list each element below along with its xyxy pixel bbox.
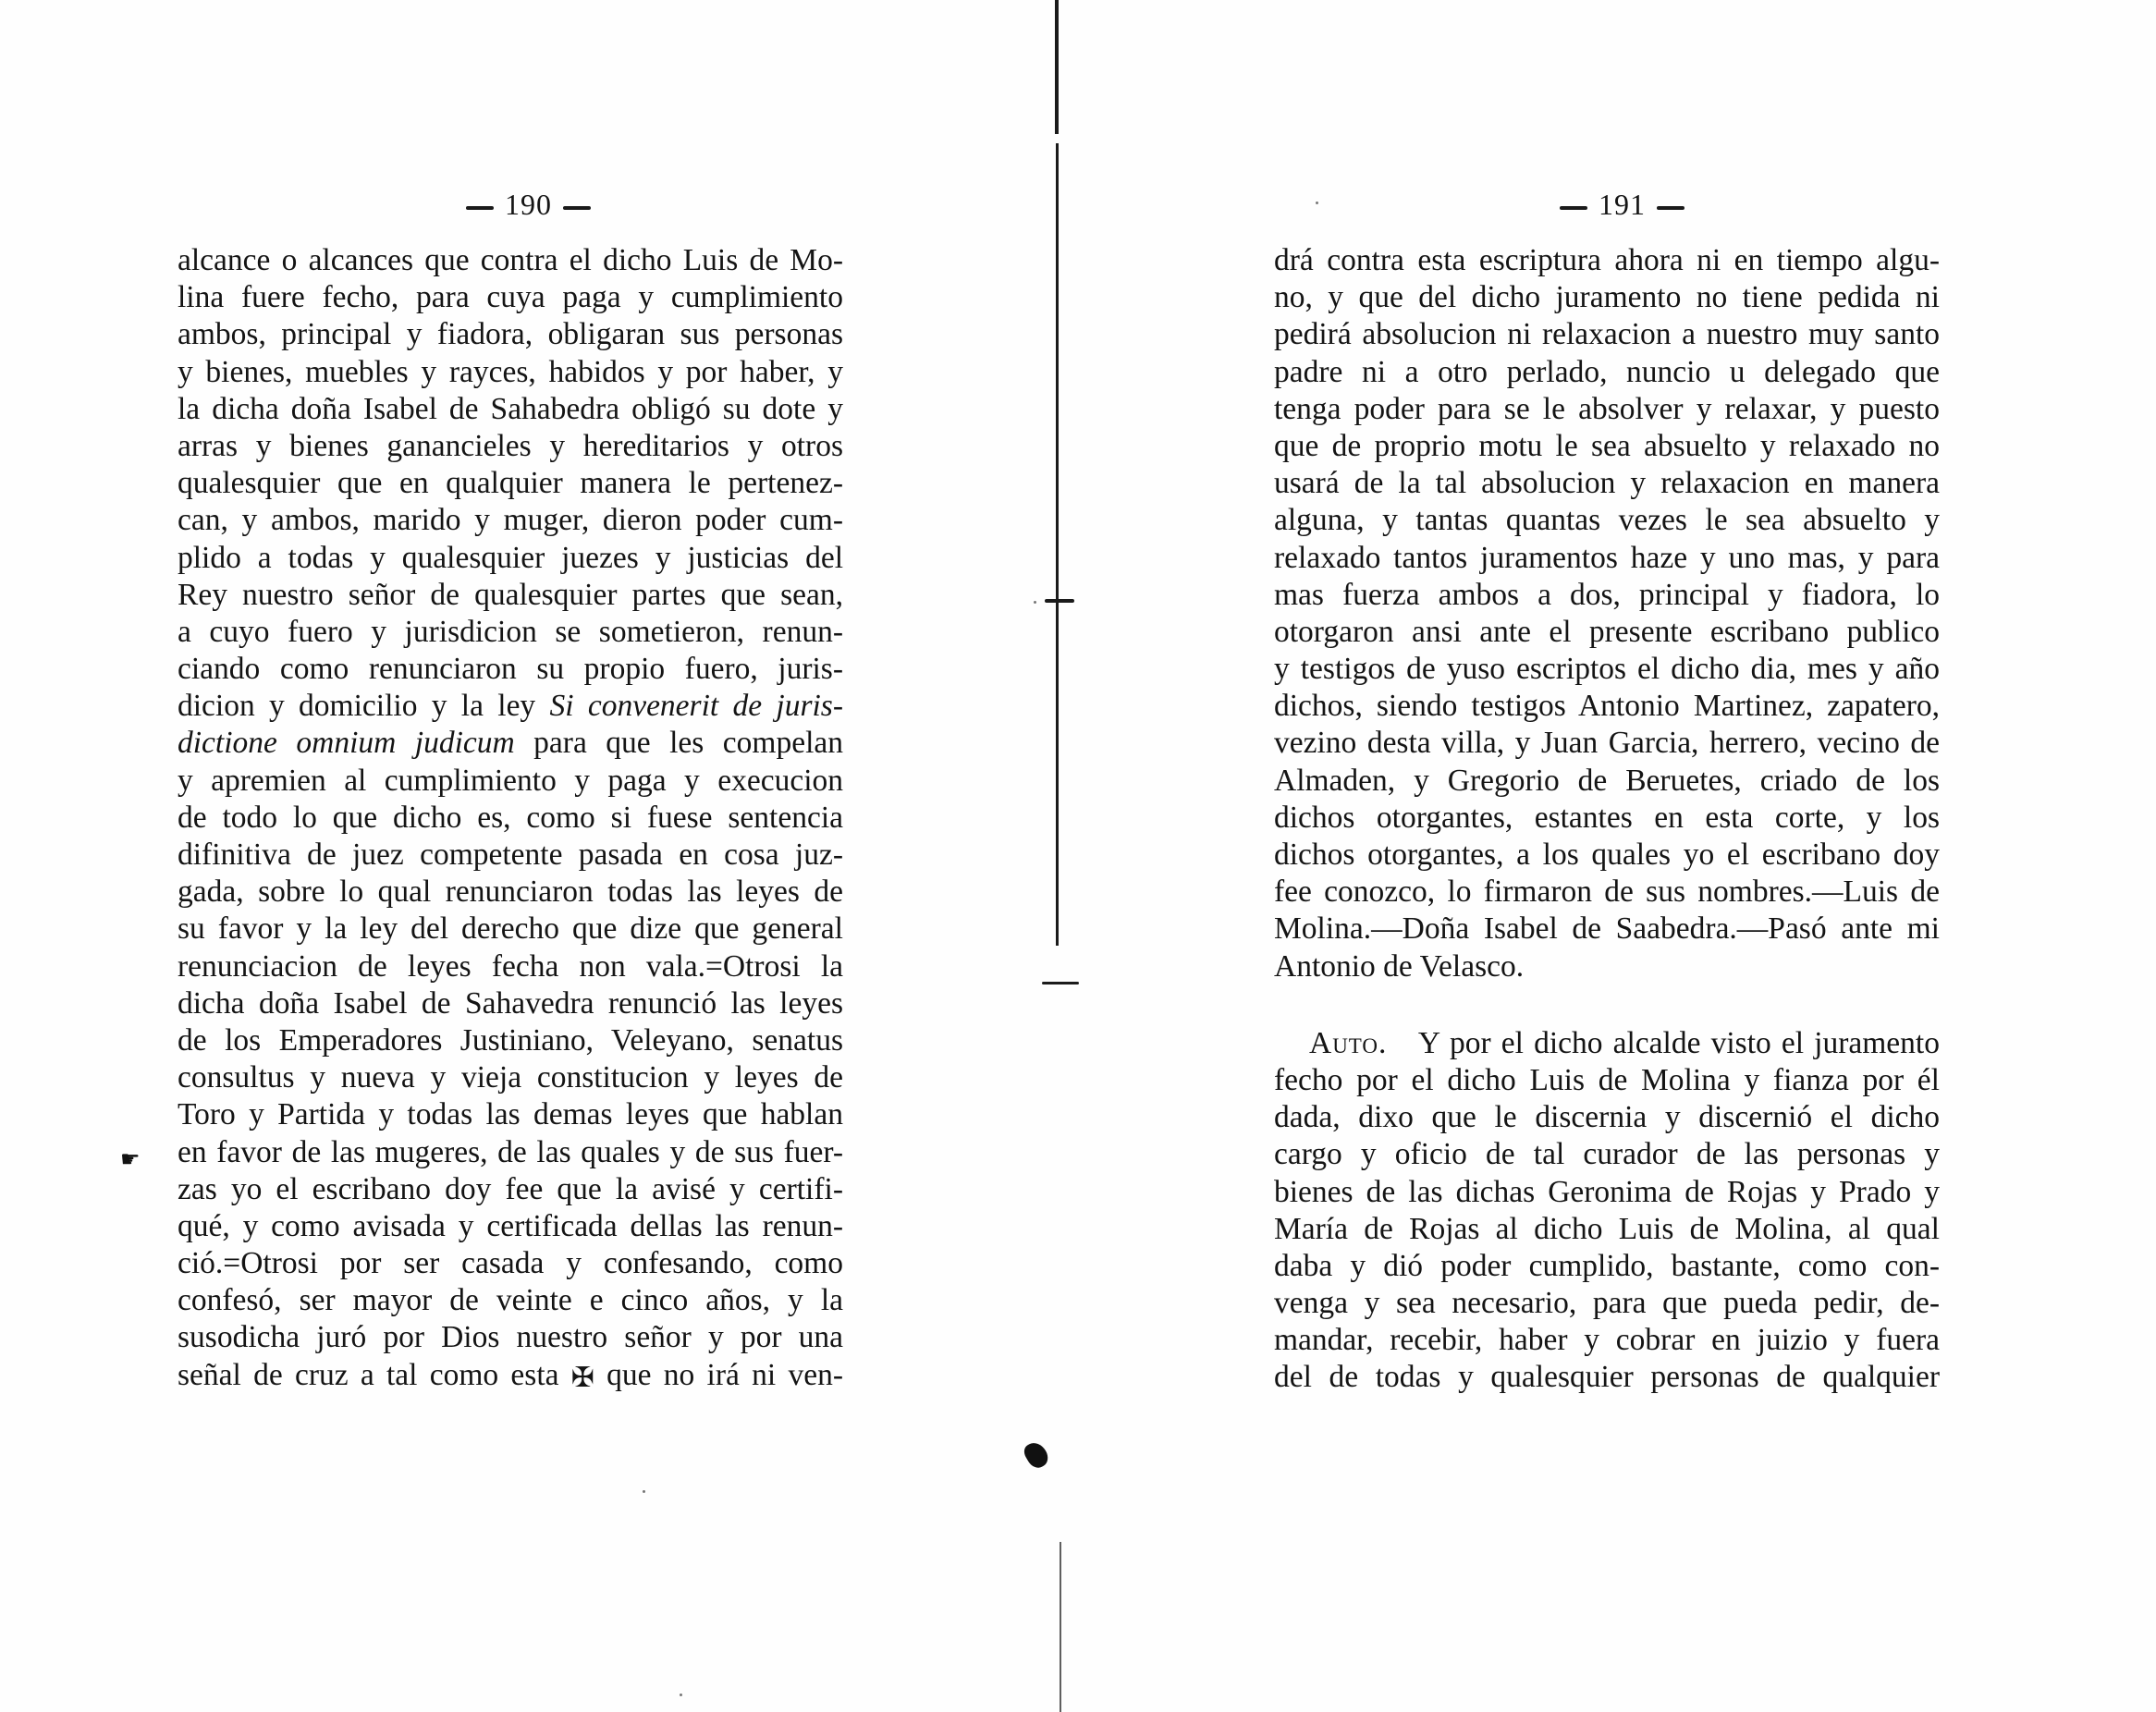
text-line: y testigos de yuso escriptos el dicho dia, mes y año [1274,652,1940,687]
text-line: dicha doña Isabel de Sahavedra renunció las leyes [178,985,843,1021]
text-line: vezino desta villa, y Juan Garcia, herrero, vecino de [1274,726,1940,761]
text-line: mas fuerza ambos a dos, principal y fiadora, lo [1274,577,1940,612]
text-span: Y por el dicho alcalde visto el juramento [1417,1025,1940,1060]
text-line: daba y dió poder cumplido, bastante, como con- [1274,1248,1940,1283]
text-line: y bienes, muebles y rayces, habidos y por haber, y [178,354,843,389]
text-line: otorgaron ansi ante el presente escribano publico [1274,614,1940,649]
text-line [1274,1025,1940,1062]
text-line: su favor y la ley del derecho que dize que general [178,911,843,947]
text-line: fee conozco, lo firmaron de sus nombres.—Luis de [1274,874,1940,910]
text-line: en favor de las mugeres, de las quales y de sus fuer- [178,1134,843,1169]
text-line: drá contra esta escriptura ahora ni en tiempo algu- [1274,243,1940,277]
text-line: bienes de las dichas Geronima de Rojas y Prado y [1274,1174,1940,1209]
latin-italic-text: Si convenerit de juris- [549,689,843,724]
text-line: qualesquier que en qualquier manera le pertenez- [178,466,843,501]
text-line: Toro y Partida y todas las demas leyes que hablan [178,1097,843,1132]
text-line: cargo y oficio de tal curador de las personas y [1274,1137,1940,1172]
text-line: qué, y como avisada y certificada dellas las renun- [178,1208,843,1243]
text-line: mandar, recebir, haber y cobrar en juizio y fuera [1274,1323,1940,1358]
text-line: confesó, ser mayor de veinte e cinco años, y la [178,1283,843,1318]
text-line: fecho por el dicho Luis de Molina y fianza por él [1274,1062,1940,1097]
text-line: pedirá absolucion ni relaxacion a nuestro muy santo [1274,317,1940,352]
text-span: señal de cruz a tal como esta [178,1357,571,1392]
text-line: dichos otorgantes, estantes en esta corte, y los [1274,800,1940,835]
text-line: la dicha doña Isabel de Sahabedra obligó su dote y [178,391,843,426]
text-line: renunciacion de leyes fecha non vala.=Otrosi la [178,948,843,984]
auto-heading: Auto. [1309,1025,1388,1060]
text-line: zas yo el escribano doy fee que la avisé y certifi- [178,1171,843,1206]
text-line: no, y que del dicho juramento no tiene pedida ni [1274,280,1940,315]
text-line: tenga poder para se le absolver y relaxar, y puesto [1274,391,1940,426]
text-line: lina fuere fecho, para cuya paga y cumplimiento [178,280,843,315]
latin-italic-text: dictione omnium judicum [178,726,515,761]
text-line: a cuyo fuero y jurisdicion se sometieron, renun- [178,614,843,649]
cross-pattee-icon: ✠ [570,1362,594,1393]
text-line: plido a todas y qualesquier juezes y justicias del [178,540,843,575]
text-line: y apremien al cumplimiento y paga y execucion [178,763,843,798]
paragraph-gap [1274,985,1940,1025]
paper-speck [680,1694,682,1696]
text-span: para que les compelan [533,726,844,761]
text-line: arras y bienes ganancieles y hereditarios y otros [178,428,843,463]
text-line: relaxado tantos juramentos haze y uno mas, y para [1274,540,1940,575]
text-line: del de todas y qualesquier personas de qualquier [1274,1360,1940,1395]
text-line: Rey nuestro señor de qualesquier partes que sean, [178,577,843,612]
text-line: usará de la tal absolucion y relaxacion en manera [1274,466,1940,501]
folio-text: 191 [1599,188,1646,221]
text-span: dicion y domicilio y la ley [178,689,550,724]
right-text-column [1274,242,1940,1397]
text-line: Almaden, y Gregorio de Beruetes, criado de los [1274,763,1940,798]
text-line: María de Rojas al dicho Luis de Molina, al qual [1274,1211,1940,1246]
folio-dash [1560,206,1587,210]
text-line: ciando como renunciaron su propio fuero, juris- [178,652,843,687]
text-line: padre ni a otro perlado, nuncio u delegado que [1274,354,1940,389]
text-line: de los Emperadores Justiniano, Veleyano, senatus [178,1022,843,1058]
text-line: gada, sobre lo qual renunciaron todas las leyes de [178,874,843,910]
text-line: consultus y nueva y vieja constitucion y leyes de [178,1060,843,1095]
text-span: que no irá ni ven- [594,1357,843,1392]
text-line: dichos otorgantes, a los quales yo el escribano doy [1274,838,1940,872]
text-line: dada, dixo que le discernia y discernió el dicho [1274,1100,1940,1135]
paper-speck [643,1490,645,1493]
folio-dash [1657,206,1684,210]
text-line: can, y ambos, marido y muger, dieron poder cum- [178,503,843,538]
page-number-right [1549,188,1696,222]
text-line: alguna, y tantas quantas vezes le sea absuelto y [1274,503,1940,538]
text-line: Antonio de Velasco. [1274,948,1525,984]
paper-speck [1034,601,1036,604]
folio-text: 190 [505,188,552,221]
text-line: dichos, siendo testigos Antonio Martinez, zapatero, [1274,689,1940,724]
text-line: Molina.—Doña Isabel de Saabedra.—Pasó ante mi [1274,911,1940,947]
pointing-hand-icon: ☛ [120,1148,141,1172]
text-line: venga y sea necesario, para que pueda pedir, de- [1274,1286,1940,1321]
text-line: ambos, principal y fiadora, obligaran sus personas [178,317,843,352]
text-line: susodicha juró por Dios nuestro señor y por una [178,1320,843,1355]
paper-speck [1316,202,1318,204]
text-line: alcance o alcances que contra el dicho Luis de Mo- [178,243,843,277]
text-line: de todo lo que dicho es, como si fuese sentencia [178,800,843,835]
text-line: que de proprio motu le sea absuelto y relaxado no [1274,428,1940,463]
text-line: difinitiva de juez competente pasada en cosa juz- [178,838,843,872]
text-line: ció.=Otrosi por ser casada y confesando, como [178,1246,843,1281]
